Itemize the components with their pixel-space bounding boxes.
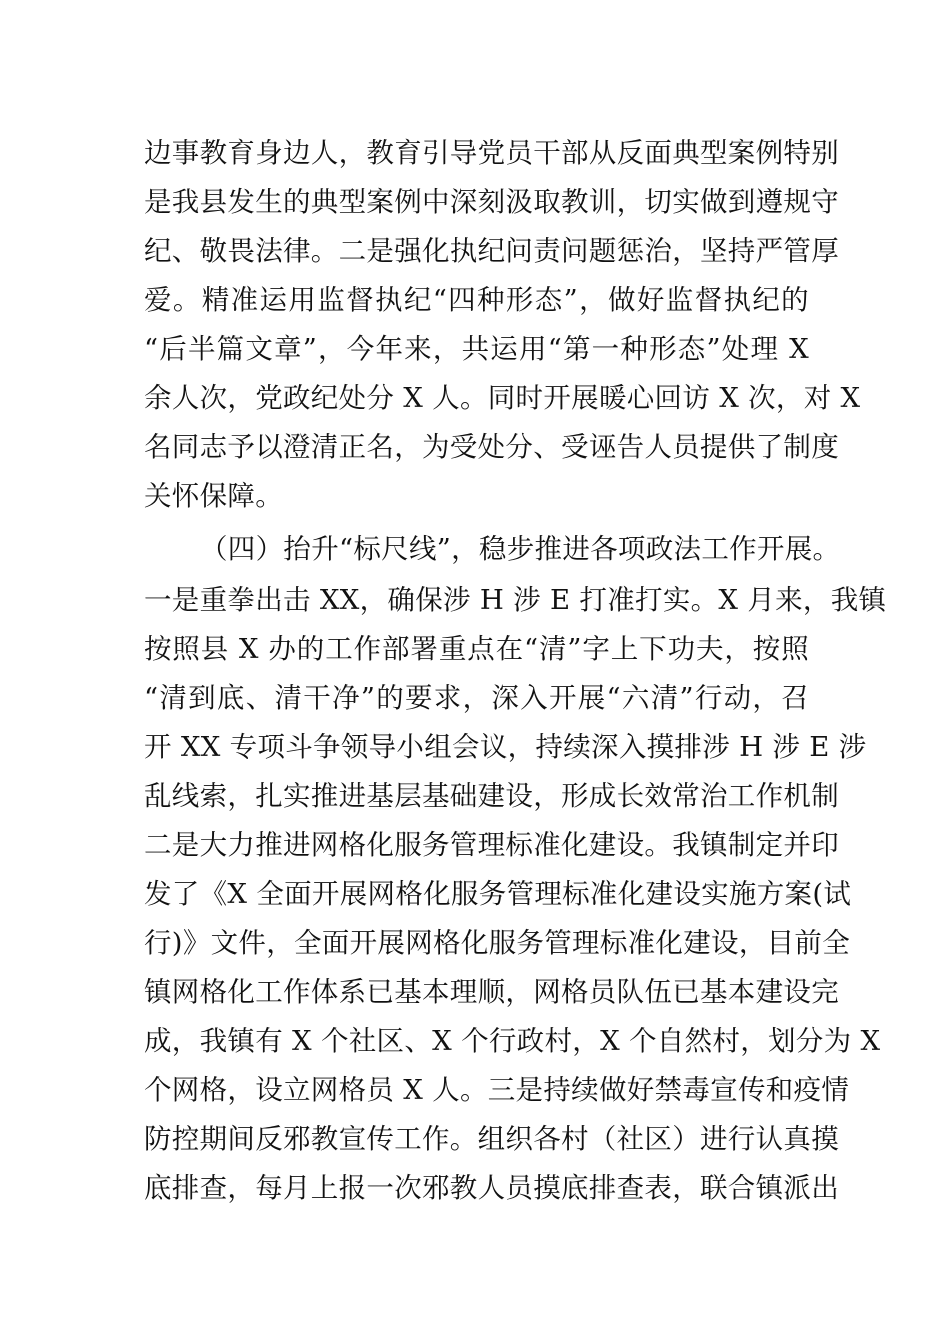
body-text-line: 一是重拳出击 XX，确保涉 H 涉 E 打准打实。X 月来，我镇 (144, 584, 887, 616)
body-text-line: 乱线索，扎实推进基层基础建设，形成长效常治工作机制 (144, 780, 839, 812)
section-heading-line: （四）抬升“标尺线”，稳步推进各项政法工作开展。 (200, 533, 841, 565)
body-text-line: “清到底、清干净”的要求，深入开展“六清”行动，召 (144, 682, 809, 714)
body-text-line: 镇网格化工作体系已基本理顺，网格员队伍已基本建设完 (144, 976, 839, 1008)
body-text-line: 按照县 X 办的工作部署重点在“清”字上下功夫，按照 (144, 633, 809, 665)
body-text-line: 爱。精准运用监督执纪“四种形态”，做好监督执纪的 (144, 284, 809, 316)
body-text-line: 行)》文件，全面开展网格化服务管理标准化建设，目前全 (144, 927, 851, 959)
body-text-line: 关怀保障。 (144, 480, 283, 512)
body-text-line: 二是大力推进网格化服务管理标准化建设。我镇制定并印 (144, 829, 839, 861)
body-text-line: 底排查，每月上报一次邪教人员摸底排查表，联合镇派出 (144, 1172, 839, 1204)
body-text-line: “后半篇文章”，今年来，共运用“第一种形态”处理 X (144, 333, 809, 365)
body-text-line: 纪、敬畏法律。二是强化执纪问责问题惩治，坚持严管厚 (144, 235, 839, 267)
body-text-line: 边事教育身边人，教育引导党员干部从反面典型案例特别 (144, 137, 839, 169)
body-text-line: 开 XX 专项斗争领导小组会议，持续深入摸排涉 H 涉 E 涉 (144, 731, 867, 763)
body-text-line: 名同志予以澄清正名，为受处分、受诬告人员提供了制度 (144, 431, 839, 463)
body-text-line: 成，我镇有 X 个社区、X 个行政村，X 个自然村，划分为 X (144, 1025, 881, 1057)
body-text-line: 个网格，设立网格员 X 人。三是持续做好禁毒宣传和疫情 (144, 1074, 850, 1106)
body-text-line: 余人次，党政纪处分 X 人。同时开展暖心回访 X 次，对 X (144, 382, 861, 414)
body-text-line: 是我县发生的典型案例中深刻汲取教训，切实做到遵规守 (144, 186, 839, 218)
body-text-line: 防控期间反邪教宣传工作。组织各村（社区）进行认真摸 (144, 1123, 839, 1155)
body-text-line: 发了《X 全面开展网格化服务管理标准化建设实施方案(试 (144, 878, 852, 910)
